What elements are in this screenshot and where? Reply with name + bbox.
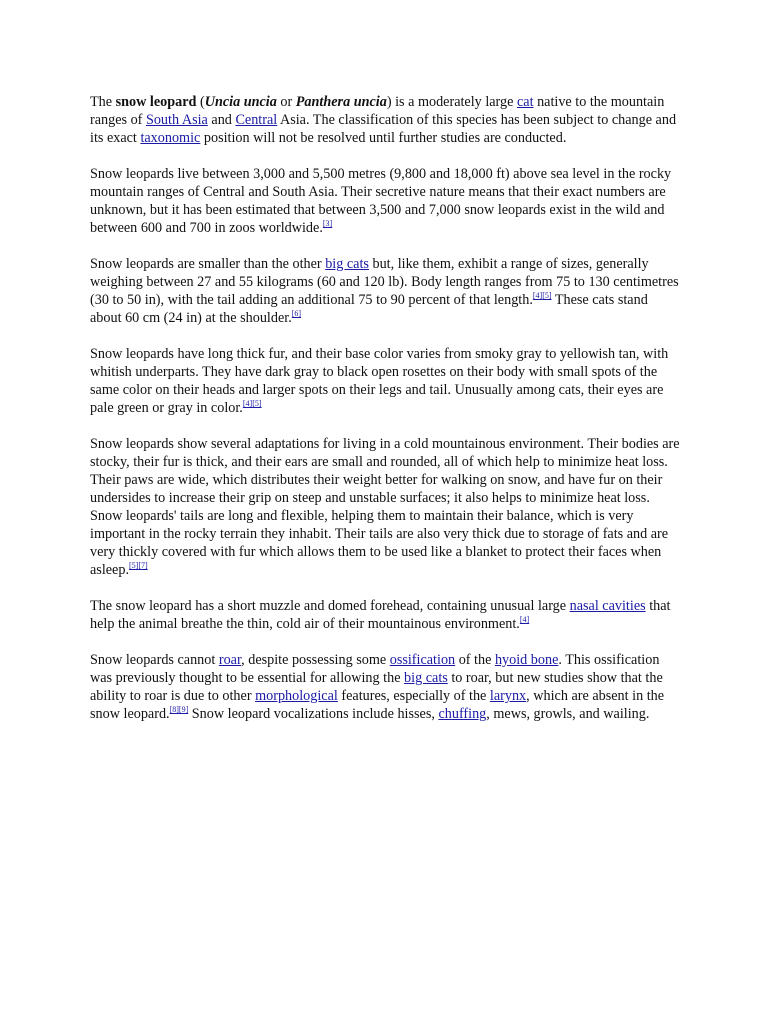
paragraph-vocalization: Snow leopards cannot roar, despite possessing some ossification of the hyoid bone. This ossification was previously thought to be essential for allowing the big cats to roar, but new studies show that the ability to roar is due to other morphological features, especially of the larynx, which are absent in the snow leopard.[8][9] Snow leopard vocalizations include hisses, chuffing, mews, growls, and wailing. xyxy=(90,652,665,722)
citation-link-6[interactable]: [6] xyxy=(291,309,302,318)
paragraph-adaptations: Snow leopards show several adaptations for living in a cold mountainous environment. Their bodies are stocky, their fur is thick, and their ears are small and rounded, all of which help to minimize heat loss. Their paws are wide, which distributes their weight better for walking on snow, and have fur on their undersides to increase their grip on steep and unstable surfaces; it also helps to minimize heat loss. Snow leopards' tails are long and flexible, helping them to maintain their balance, which is very important in the rocky terrain they inhabit. Their tails are also very thick due to storage of fats and are very thickly covered with fur which allows them to be used like a blanket to protect their faces when asleep.[5][7] xyxy=(90,436,680,578)
document-body xyxy=(90,93,680,741)
citation-link-9[interactable]: [9] xyxy=(178,705,189,714)
link-central[interactable]: Central xyxy=(235,112,278,128)
species-name-panthera: Panthera uncia xyxy=(295,94,387,110)
citation-link-5[interactable]: [5] xyxy=(252,399,262,408)
link-larynx[interactable]: larynx xyxy=(489,688,527,704)
citation-ref xyxy=(323,219,332,228)
citation-ref xyxy=(243,399,262,408)
citation-link-3[interactable]: [3] xyxy=(322,219,333,228)
citation-link-4[interactable]: [4] xyxy=(242,399,253,408)
link-taxonomic[interactable]: taxonomic xyxy=(140,130,201,146)
link-morphological[interactable]: morphological xyxy=(255,688,338,704)
citation-link-4[interactable]: [4] xyxy=(519,615,530,624)
citation-link-5[interactable]: [5] xyxy=(129,561,139,570)
link-south-asia[interactable]: South Asia xyxy=(145,112,208,128)
citation-ref xyxy=(170,705,189,714)
link-roar[interactable]: roar xyxy=(218,652,242,668)
link-big-cats[interactable]: big cats xyxy=(404,670,448,686)
paragraph-intro: The snow leopard (Uncia uncia or Panthera uncia) is a moderately large cat native to the mountain ranges of South Asia and Central Asia. The classification of this species has been subject to change and its exact taxonomic position will not be resolved until further studies are conducted. xyxy=(90,94,677,146)
citation-link-5[interactable]: [5] xyxy=(542,291,552,300)
link-big-cats[interactable]: big cats xyxy=(325,256,369,272)
citation-link-7[interactable]: [7] xyxy=(138,561,148,570)
link-hyoid-bone[interactable]: hyoid bone xyxy=(494,652,559,668)
citation-ref xyxy=(520,615,529,624)
citation-link-8[interactable]: [8] xyxy=(169,705,179,714)
bold-term-snow-leopard: snow leopard xyxy=(115,94,197,110)
link-chuffing[interactable]: chuffing xyxy=(438,706,487,722)
citation-ref xyxy=(129,561,148,570)
link-nasal-cavities[interactable]: nasal cavities xyxy=(569,598,646,614)
species-name-uncia: Uncia uncia xyxy=(204,94,277,110)
citation-ref xyxy=(533,291,552,300)
link-ossification[interactable]: ossification xyxy=(389,652,456,668)
citation-link-4[interactable]: [4] xyxy=(532,291,543,300)
paragraph-habitat: Snow leopards live between 3,000 and 5,500 metres (9,800 and 18,000 ft) above sea level in the rocky mountain ranges of Central and South Asia. Their secretive nature means that their exact numbers are unknown, but it has been estimated that between 3,500 and 7,000 snow leopards exist in the wild and between 600 and 700 in zoos worldwide.[3] xyxy=(90,166,672,236)
paragraph-fur: Snow leopards have long thick fur, and their base color varies from smoky gray to yellowish tan, with whitish underparts. They have dark gray to black open rosettes on their body with small spots of the same color on their heads and larger spots on their legs and tail. Unusually among cats, their eyes are pale green or gray in color.[4][5] xyxy=(90,346,669,416)
citation-ref xyxy=(292,309,301,318)
paragraph-size: Snow leopards are smaller than the other big cats but, like them, exhibit a range of sizes, generally weighing between 27 and 55 kilograms (60 and 120 lb). Body length ranges from 75 to 130 centimetres (30 to 50 in), with the tail adding an additional 75 to 90 percent of that length.[4][5] These cats stand about 60 cm (24 in) at the shoulder.[6] xyxy=(90,256,679,326)
link-cat[interactable]: cat xyxy=(516,94,534,110)
paragraph-muzzle: The snow leopard has a short muzzle and domed forehead, containing unusual large nasal cavities that help the animal breathe the thin, cold air of their mountainous environment.[4] xyxy=(90,598,671,632)
